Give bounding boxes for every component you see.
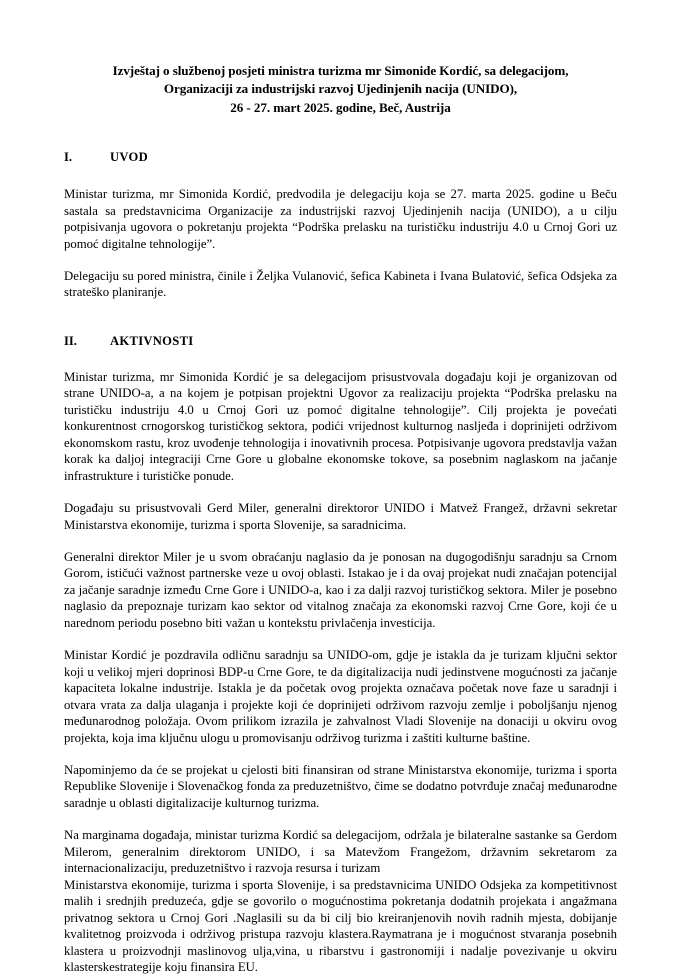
section-numeral-2: II. xyxy=(64,333,77,348)
paragraph-aktivnosti-5: Napominjemo da će se projekat u cjelosti biti finansiran od strane Ministarstva ekonomije, turizma i sporta Republike Slovenije i Slovenačkog fonda za preduzetništvo, čime se dodatno potvrđuje značaj međunarodne saradnje u oblasti digitalizacije kulturnog turizma. xyxy=(64,763,617,810)
paragraph-closing-1: Na marginama događaja, ministar turizma Kordić sa delegacijom, održala je bilateralne sastanke sa Gerdom Milerom, generalnim direktorom UNIDO, i sa Matevžom Frangežom, državnim sekretarom za internacionalizaciju, preduzetništvo i razvoja resursa i turizam xyxy=(64,828,617,876)
paragraph-aktivnosti-1: Ministar turizma, mr Simonida Kordić je sa delegacijom prisustvovala događaju koji je organizovan od strane UNIDO-a, a na kojem je potpisan projektni Ugovor za realizaciju projekta “Podrška prelasku na turističku industriju 4.0 u Crnoj Gori uz pomoć digitalne tehnologije”. Cilj projekta je povećati konkurentnost crnogorskog turističkog sektora, podići vrijednost kulturnog nasljeđa i doprinijeti održivom ekonomskom rastu, kroz uvođenje tehnologija i inovativnih procesa. Potpisivanje ugovora predstavlja važan korak ka daljoj integraciji Crne Gore u globalne ekonomske tokove, sa posebnim naglaskom na jačanje infrastrukture i turističke ponude. xyxy=(64,369,617,483)
paragraph-aktivnosti-2: Događaju su prisustvovali Gerd Miler, generalni direktoror UNIDO i Matvež Frangež, državni sekretar Ministarstva ekonomije, turizma i sporta Slovenije, sa saradnicima. xyxy=(64,501,617,532)
section-title-1: UVOD xyxy=(110,150,149,165)
paragraph-aktivnosti-3: Generalni direktor Miler je u svom obraćanju naglasio da je ponosan na dugogodišnju saradnju sa Crnom Gorom, ističući važnost partnerske veze u ovoj oblasti. Istakao je i da ovaj projekat nudi značajan potencijal za jačanje saradnje između Crne Gore i UNIDO-a, kao i za dalji razvoj turističkog sektora. Miler je posebno naglasio da prepoznaje turizam kao sektor od vitalnog značaja za ekonomski razvoj Crne Gore, koji će u narednom periodu posebno biti važan u kontekstu privlačenja investicija. xyxy=(64,550,617,630)
section-heading-aktivnosti xyxy=(64,333,617,349)
title-line-2: Organizaciji za industrijski razvoj Ujedinjenih nacija (UNIDO), xyxy=(163,81,518,97)
title-line-3: 26 - 27. mart 2025. godine, Beč, Austrija xyxy=(230,99,451,115)
paragraph-closing-2: Ministarstva ekonomije, turizma i sporta Slovenije, i sa predstavnicima UNIDO Odsjeka za kompetitivnost malih i srednjih preduzeća, gdje se govorilo o mogućnostima pokretanja dodatnih projekata i angažmana privatnog sektora u Crnoj Gori .Naglasili su da bi cilj bio kreiranjenovih novih radnih mjesta, dobijanje kvalitetnog proizvoda i održivog pristupa razvoju klastera.Raymatrana je i mogućnost stvaranja posebnih klastera u proizvodnji maslinovog ulja,vina, u ribarstvu i gastronomiji i nadalje povezivanje u okviru klasterskestrategije koju finansira EU. xyxy=(64,877,617,974)
section-title-2: AKTIVNOSTI xyxy=(110,333,194,348)
section-heading-uvod xyxy=(64,149,617,165)
paragraph-aktivnosti-4: Ministar Kordić je pozdravila odličnu saradnju sa UNIDO-om, gdje je istakla da je turizam ključni sektor koji u velikoj mjeri doprinosi BDP-u Crne Gore, te da digitalizacija nudi jedinstvene mogućnosti za jačanje kapaciteta lokalne industrije. Istakla je da početak ovog projekta označava početak nove faze u saradnji i otvara vrata za dalja ulaganja i projekte koji će doprinijeti održivom razvoju zemlje i poboljšanju njenog međunarodnog položaja. Ovom prilikom izrazila je zahvalnost Vladi Slovenije na donaciji u okviru ovog projekta, koja ima ključnu ulogu u promovisanju održivog turizma i zaštiti kulturne baštine. xyxy=(64,648,617,745)
section-numeral-1: I. xyxy=(64,150,73,165)
title-line-1: Izvještaj o službenoj posjeti ministra turizma mr Simonide Kordić, sa delegacijom, xyxy=(112,63,569,78)
document-title xyxy=(64,56,617,117)
paragraph-uvod-2: Delegaciju su pored ministra, činile i Željka Vulanović, šefica Kabineta i Ivana Bulatović, šefica Odsjeka za strateško planiranje. xyxy=(64,269,617,300)
paragraph-uvod-1: Ministar turizma, mr Simonida Kordić, predvodila je delegaciju koja se 27. marta 2025. godine u Beču sastala sa predstavnicima Organizacije za industrijski razvoj Ujedinjenih nacija (UNIDO), a u cilju potpisivanja ugovora o pokretanju projekta “Podrška prelasku na turističku industriju 4.0 u Crnoj Gori uz pomoć digitalne tehnologije”. xyxy=(64,187,617,251)
